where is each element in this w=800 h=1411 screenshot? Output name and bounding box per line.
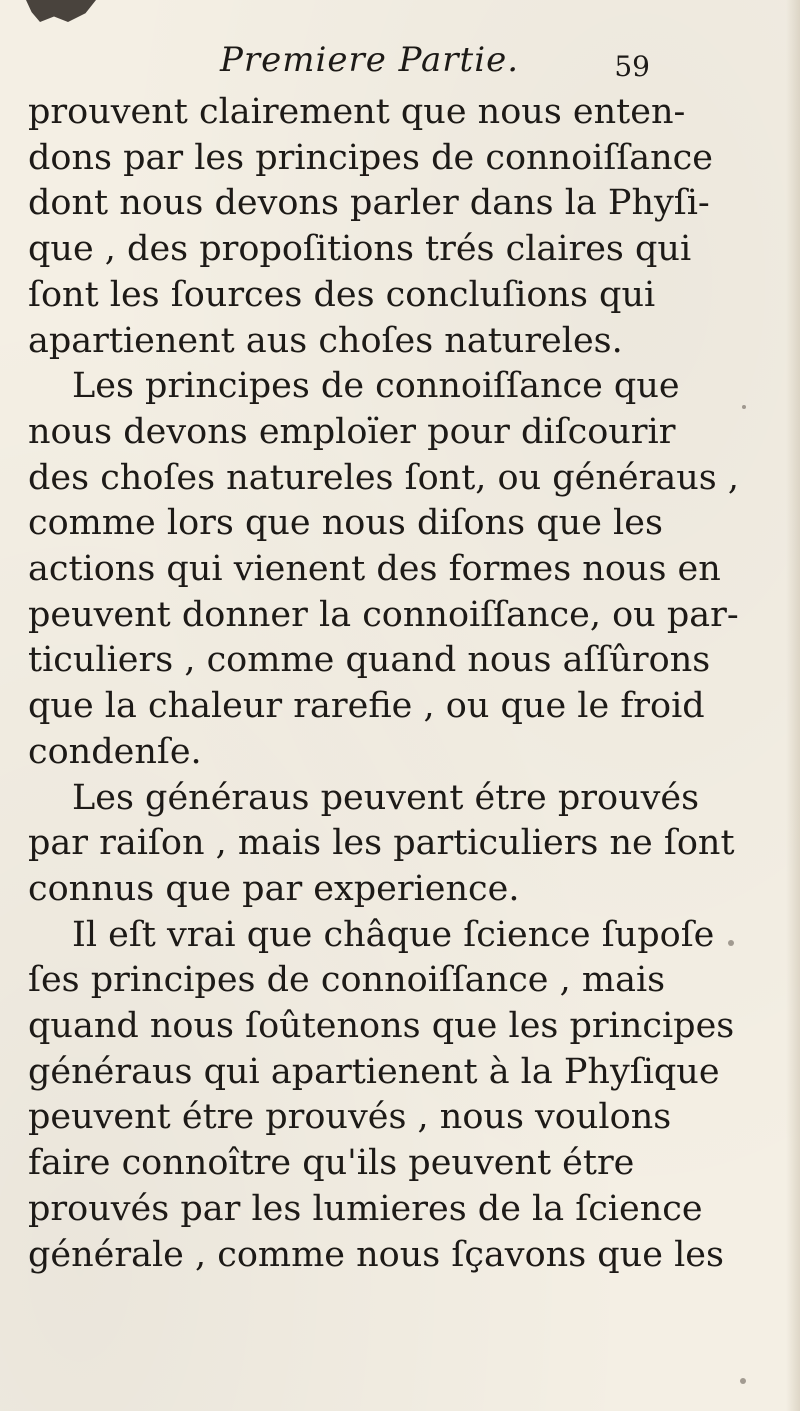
printer-ornament bbox=[26, 0, 96, 22]
page-number: 59 bbox=[614, 50, 650, 83]
paper-speck bbox=[740, 1378, 746, 1384]
text-line: ſont les ſources des concluſions qui bbox=[28, 274, 656, 315]
paper-speck bbox=[728, 940, 734, 946]
text-line: condenſe. bbox=[28, 731, 202, 772]
text-line: des choſes natureles ſont, ou généraus , bbox=[28, 457, 739, 498]
text-line: prouvés par les lumieres de la ſcience bbox=[28, 1188, 703, 1229]
text-line: peuvent donner la connoiſſance, ou par- bbox=[28, 594, 739, 635]
text-line: faire connoître qu'ils peuvent étre bbox=[28, 1143, 635, 1184]
paragraph-start-line: Les généraus peuvent étre prouvés bbox=[72, 777, 700, 818]
page-edge bbox=[786, 0, 800, 1411]
text-line: comme lors que nous diſons que les bbox=[28, 503, 663, 544]
text-line: par raiſon , mais les particuliers ne ſont bbox=[28, 823, 735, 864]
text-line: peuvent étre prouvés , nous voulons bbox=[28, 1097, 672, 1138]
text-line: que , des propoſitions trés claires qui bbox=[28, 229, 692, 270]
text-line: généraus qui apartienent à la Phyſique bbox=[28, 1051, 720, 1092]
text-line: quand nous ſoûtenons que les principes bbox=[28, 1006, 735, 1047]
paragraph-start-line: Les principes de connoiſſance que bbox=[72, 366, 680, 407]
text-line: que la chaleur rarefie , ou que le froid bbox=[28, 686, 705, 727]
text-line: connus que par experience. bbox=[28, 868, 520, 909]
text-line: actions qui vienent des formes nous en bbox=[28, 549, 721, 590]
text-line: ſes principes de connoiſſance , mais bbox=[28, 960, 666, 1001]
paper-speck bbox=[742, 405, 746, 409]
text-line: dons par les principes de connoiſſance bbox=[28, 137, 713, 178]
text-line: nous devons emploïer pour diſcourir bbox=[28, 411, 676, 452]
running-head: Premiere Partie. bbox=[220, 40, 520, 80]
paragraph-start-line: Il eſt vrai que châque ſcience ſupoſe bbox=[72, 914, 715, 955]
text-line: ticuliers , comme quand nous aſſûrons bbox=[28, 640, 711, 681]
text-line: prouvent clairement que nous enten- bbox=[28, 92, 686, 132]
text-line: générale , comme nous ſçavons que les bbox=[28, 1234, 724, 1275]
body-text bbox=[28, 90, 788, 1278]
text-line: dont nous devons parler dans la Phyſi- bbox=[28, 183, 710, 224]
text-line: apartienent aus choſes natureles. bbox=[28, 320, 623, 361]
